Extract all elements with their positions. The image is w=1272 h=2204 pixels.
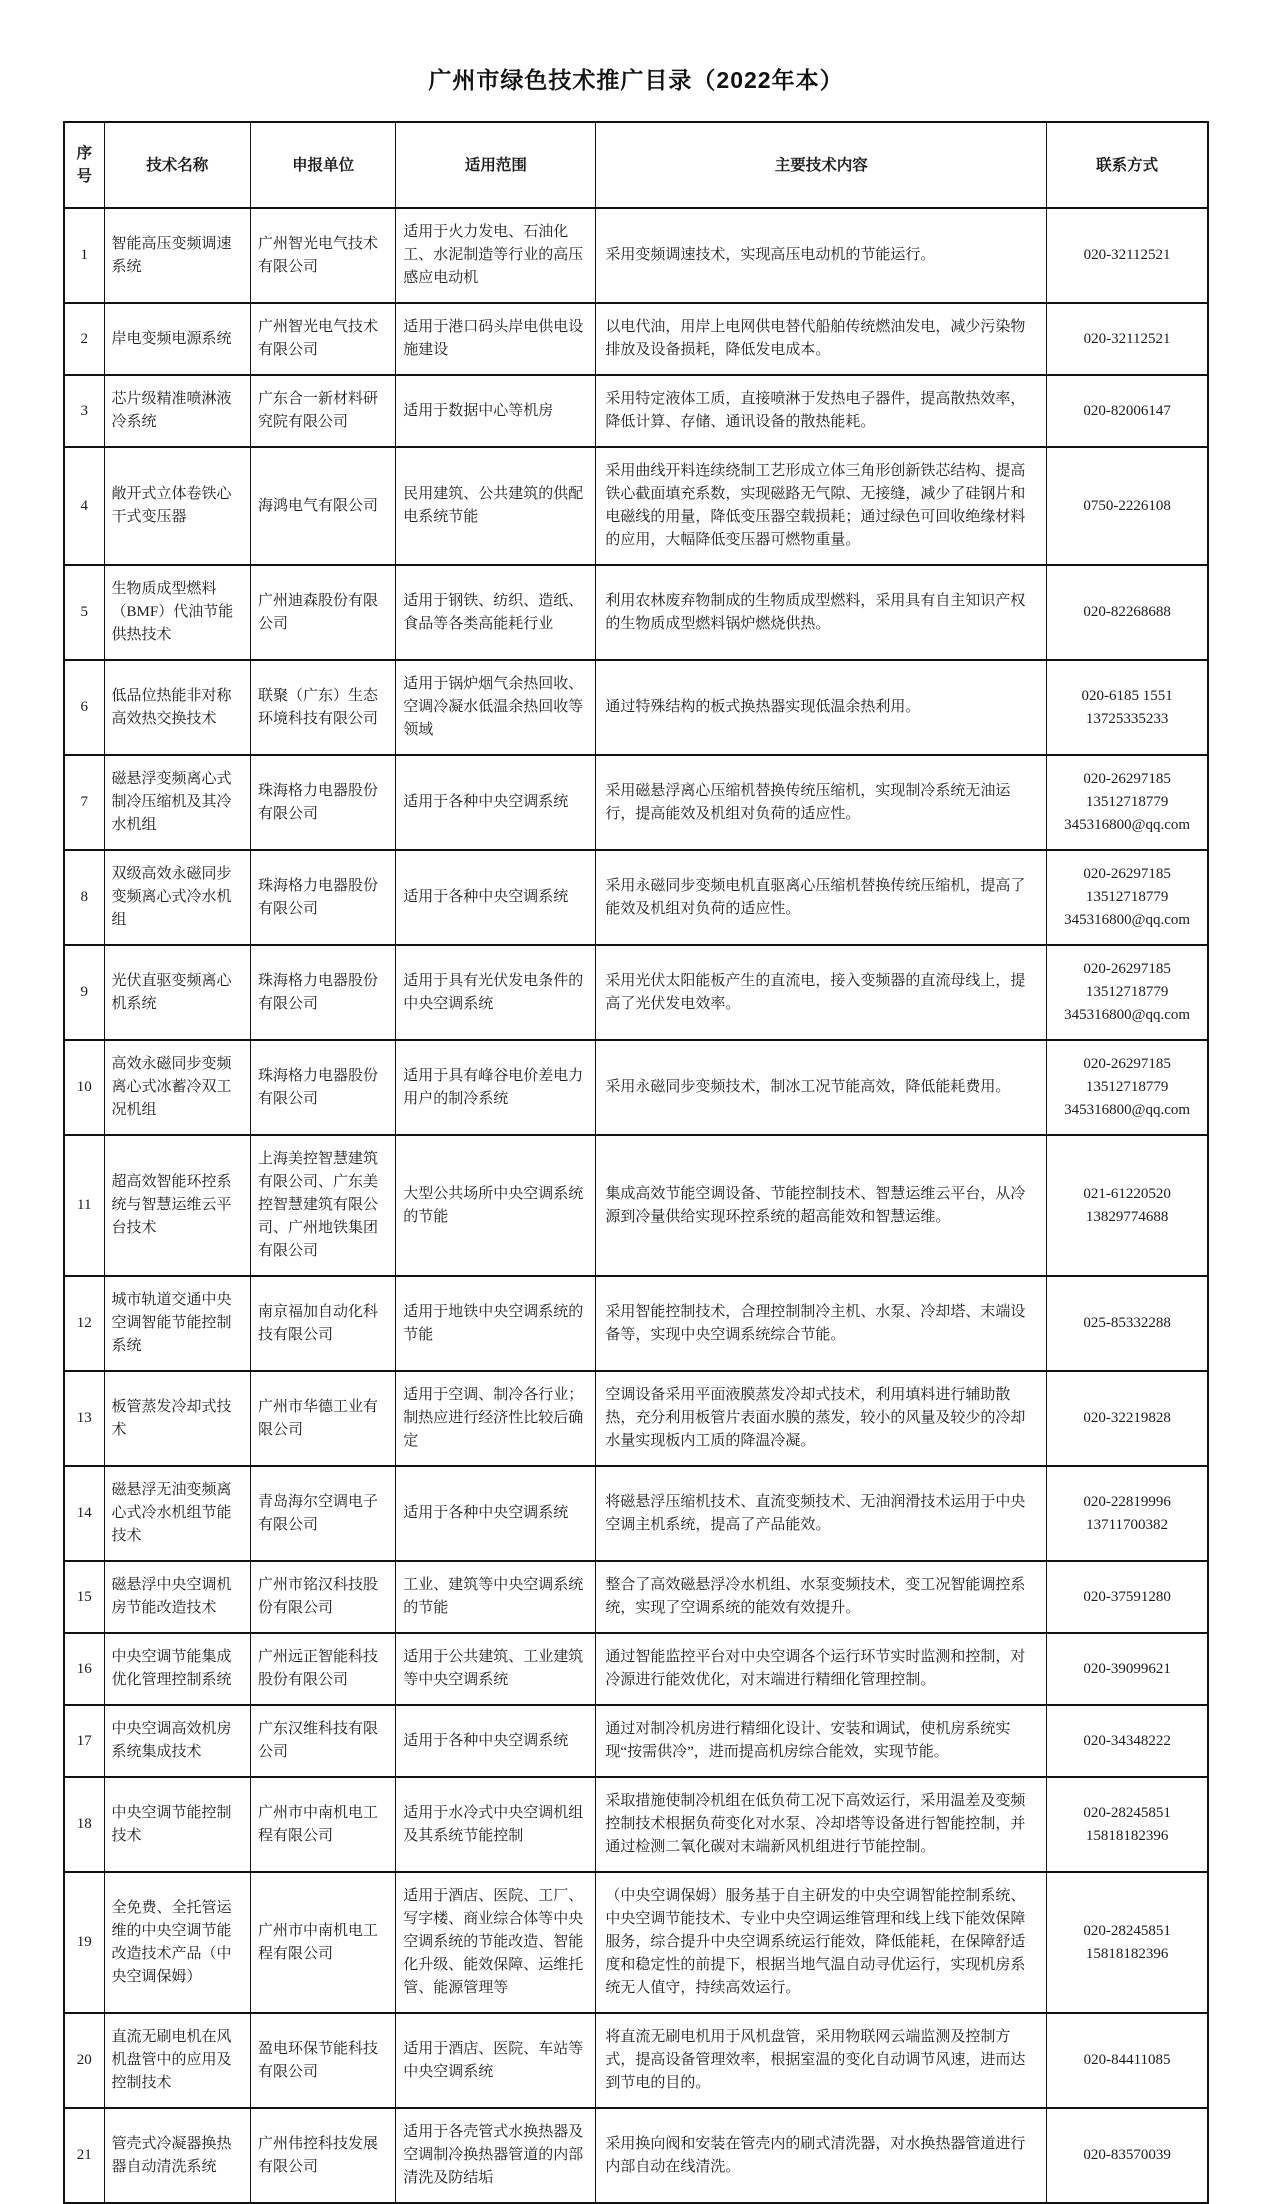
table-row [64, 660, 1208, 755]
table-row [64, 1371, 1208, 1466]
cell-serial-number: 17 [64, 1705, 104, 1777]
table-row [64, 1466, 1208, 1561]
cell-declaring-unit: 广州市华德工业有限公司 [250, 1371, 395, 1466]
cell-main-tech-content: 集成高效节能空调设备、节能控制技术、智慧运维云平台，从冷源到冷量供给实现环控系统的超高能效和智慧运维。 [596, 1135, 1047, 1276]
cell-contact-info: 020-39099621 [1047, 1633, 1208, 1705]
cell-main-tech-content: 采用换向阀和安装在管壳内的刷式清洗器，对水换热器管道进行内部自动在线清洗。 [596, 2108, 1047, 2203]
cell-main-tech-content: 通过对制冷机房进行精细化设计、安装和调试，使机房系统实现“按需供冷”，进而提高机房综合能效，实现节能。 [596, 1705, 1047, 1777]
cell-tech-name: 磁悬浮中央空调机房节能改造技术 [104, 1561, 250, 1633]
cell-declaring-unit: 广东汉维科技有限公司 [250, 1705, 395, 1777]
table-row [64, 447, 1208, 565]
cell-declaring-unit: 广州市中南机电工程有限公司 [250, 1872, 395, 2013]
cell-tech-name: 敞开式立体卷铁心干式变压器 [104, 447, 250, 565]
cell-applicable-scope: 大型公共场所中央空调系统的节能 [396, 1135, 596, 1276]
cell-tech-name: 岸电变频电源系统 [104, 303, 250, 375]
cell-declaring-unit: 青岛海尔空调电子有限公司 [250, 1466, 395, 1561]
cell-tech-name: 超高效智能环控系统与智慧运维云平台技术 [104, 1135, 250, 1276]
column-header-unit: 申报单位 [250, 122, 395, 208]
cell-applicable-scope: 适用于火力发电、石油化工、水泥制造等行业的高压感应电动机 [396, 208, 596, 303]
cell-serial-number: 21 [64, 2108, 104, 2203]
cell-serial-number: 6 [64, 660, 104, 755]
cell-contact-info: 020-82006147 [1047, 375, 1208, 447]
cell-declaring-unit: 珠海格力电器股份有限公司 [250, 945, 395, 1040]
cell-main-tech-content: 采取措施使制冷机组在低负荷工况下高效运行，采用温差及变频控制技术根据负荷变化对水泵、冷却塔等设备进行智能控制，并通过检测二氧化碳对末端新风机组进行节能控制。 [596, 1777, 1047, 1872]
cell-declaring-unit: 广东合一新材料研究院有限公司 [250, 375, 395, 447]
cell-tech-name: 中央空调高效机房系统集成技术 [104, 1705, 250, 1777]
cell-serial-number: 12 [64, 1276, 104, 1371]
cell-contact-info: 020-32112521 [1047, 208, 1208, 303]
cell-serial-number: 9 [64, 945, 104, 1040]
cell-main-tech-content: 采用磁悬浮离心压缩机替换传统压缩机，实现制冷系统无油运行，提高能效及机组对负荷的适应性。 [596, 755, 1047, 850]
cell-serial-number: 14 [64, 1466, 104, 1561]
cell-tech-name: 中央空调节能控制技术 [104, 1777, 250, 1872]
cell-tech-name: 磁悬浮变频离心式制冷压缩机及其冷水机组 [104, 755, 250, 850]
cell-contact-info: 0750-2226108 [1047, 447, 1208, 565]
cell-contact-info: 020-26297185 13512718779 345316800@qq.com [1047, 850, 1208, 945]
cell-serial-number: 16 [64, 1633, 104, 1705]
table-row [64, 2013, 1208, 2108]
cell-serial-number: 18 [64, 1777, 104, 1872]
cell-declaring-unit: 南京福加自动化科技有限公司 [250, 1276, 395, 1371]
column-header-contact: 联系方式 [1047, 122, 1208, 208]
cell-contact-info: 020-37591280 [1047, 1561, 1208, 1633]
cell-declaring-unit: 广州迪森股份有限公司 [250, 565, 395, 660]
table-row [64, 375, 1208, 447]
cell-declaring-unit: 广州智光电气技术有限公司 [250, 303, 395, 375]
table-row [64, 1276, 1208, 1371]
cell-main-tech-content: （中央空调保姆）服务基于自主研发的中央空调智能控制系统、中央空调节能技术、专业中央空调运维管理和线上线下能效保障服务，综合提升中央空调系统运行能效，降低能耗，在保障舒适度和稳定性的前提下，根据当地气温自动寻优运行，实现机房系统无人值守，持续高效运行。 [596, 1872, 1047, 2013]
cell-contact-info: 020-34348222 [1047, 1705, 1208, 1777]
table-header-row [64, 122, 1208, 208]
table-row [64, 303, 1208, 375]
cell-tech-name: 板管蒸发冷却式技术 [104, 1371, 250, 1466]
cell-applicable-scope: 工业、建筑等中央空调系统的节能 [396, 1561, 596, 1633]
cell-tech-name: 低品位热能非对称高效热交换技术 [104, 660, 250, 755]
cell-applicable-scope: 适用于各种中央空调系统 [396, 1466, 596, 1561]
cell-declaring-unit: 广州市铭汉科技股份有限公司 [250, 1561, 395, 1633]
cell-applicable-scope: 适用于数据中心等机房 [396, 375, 596, 447]
cell-tech-name: 中央空调节能集成优化管理控制系统 [104, 1633, 250, 1705]
cell-contact-info: 020-32112521 [1047, 303, 1208, 375]
column-header-content: 主要技术内容 [596, 122, 1047, 208]
cell-declaring-unit: 广州市中南机电工程有限公司 [250, 1777, 395, 1872]
cell-serial-number: 3 [64, 375, 104, 447]
cell-contact-info: 025-85332288 [1047, 1276, 1208, 1371]
cell-declaring-unit: 盈电环保节能科技有限公司 [250, 2013, 395, 2108]
cell-serial-number: 15 [64, 1561, 104, 1633]
cell-contact-info: 020-28245851 15818182396 [1047, 1872, 1208, 2013]
cell-contact-info: 020-82268688 [1047, 565, 1208, 660]
cell-serial-number: 1 [64, 208, 104, 303]
table-row [64, 1135, 1208, 1276]
cell-declaring-unit: 珠海格力电器股份有限公司 [250, 1040, 395, 1135]
cell-main-tech-content: 采用光伏太阳能板产生的直流电，接入变频器的直流母线上，提高了光伏发电效率。 [596, 945, 1047, 1040]
cell-serial-number: 20 [64, 2013, 104, 2108]
cell-tech-name: 城市轨道交通中央空调智能节能控制系统 [104, 1276, 250, 1371]
cell-declaring-unit: 珠海格力电器股份有限公司 [250, 755, 395, 850]
cell-declaring-unit: 海鸿电气有限公司 [250, 447, 395, 565]
cell-main-tech-content: 整合了高效磁悬浮冷水机组、水泵变频技术，变工况智能调控系统，实现了空调系统的能效有效提升。 [596, 1561, 1047, 1633]
cell-tech-name: 管壳式冷凝器换热器自动清洗系统 [104, 2108, 250, 2203]
table-row [64, 850, 1208, 945]
column-header-no: 序号 [64, 122, 104, 208]
column-header-tech-name: 技术名称 [104, 122, 250, 208]
cell-applicable-scope: 适用于空调、制冷各行业；制热应进行经济性比较后确定 [396, 1371, 596, 1466]
cell-applicable-scope: 适用于各种中央空调系统 [396, 755, 596, 850]
cell-serial-number: 8 [64, 850, 104, 945]
table-row [64, 565, 1208, 660]
cell-main-tech-content: 将直流无刷电机用于风机盘管，采用物联网云端监测及控制方式，提高设备管理效率，根据室温的变化自动调节风速，进而达到节电的目的。 [596, 2013, 1047, 2108]
cell-applicable-scope: 适用于港口码头岸电供电设施建设 [396, 303, 596, 375]
cell-contact-info: 020-32219828 [1047, 1371, 1208, 1466]
cell-declaring-unit: 联聚（广东）生态环境科技有限公司 [250, 660, 395, 755]
cell-main-tech-content: 以电代油，用岸上电网供电替代船舶传统燃油发电，减少污染物排放及设备损耗，降低发电成本。 [596, 303, 1047, 375]
cell-declaring-unit: 广州智光电气技术有限公司 [250, 208, 395, 303]
cell-tech-name: 磁悬浮无油变频离心式冷水机组节能技术 [104, 1466, 250, 1561]
cell-contact-info: 020-83570039 [1047, 2108, 1208, 2203]
cell-declaring-unit: 珠海格力电器股份有限公司 [250, 850, 395, 945]
cell-main-tech-content: 采用曲线开料连续绕制工艺形成立体三角形创新铁芯结构、提高铁心截面填充系数，实现磁路无气隙、无接缝，减少了硅钢片和电磁线的用量，降低变压器空载损耗；通过绿色可回收绝缘材料的应用，大幅降低变压器可燃物重量。 [596, 447, 1047, 565]
cell-serial-number: 2 [64, 303, 104, 375]
cell-tech-name: 光伏直驱变频离心机系统 [104, 945, 250, 1040]
cell-applicable-scope: 适用于地铁中央空调系统的节能 [396, 1276, 596, 1371]
cell-declaring-unit: 广州伟控科技发展有限公司 [250, 2108, 395, 2203]
cell-tech-name: 芯片级精准喷淋液冷系统 [104, 375, 250, 447]
cell-tech-name: 高效永磁同步变频离心式冰蓄冷双工况机组 [104, 1040, 250, 1135]
cell-serial-number: 10 [64, 1040, 104, 1135]
cell-contact-info: 020-26297185 13512718779 345316800@qq.com [1047, 755, 1208, 850]
cell-applicable-scope: 适用于各壳管式水换热器及空调制冷换热器管道的内部清洗及防结垢 [396, 2108, 596, 2203]
cell-contact-info: 020-22819996 13711700382 [1047, 1466, 1208, 1561]
cell-applicable-scope: 适用于各种中央空调系统 [396, 1705, 596, 1777]
cell-tech-name: 直流无刷电机在风机盘管中的应用及控制技术 [104, 2013, 250, 2108]
cell-tech-name: 全免费、全托管运维的中央空调节能改造技术产品（中央空调保姆） [104, 1872, 250, 2013]
cell-main-tech-content: 通过智能监控平台对中央空调各个运行环节实时监测和控制，对冷源进行能效优化，对末端进行精细化管理控制。 [596, 1633, 1047, 1705]
table-row [64, 2108, 1208, 2203]
cell-declaring-unit: 上海美控智慧建筑有限公司、广东美控智慧建筑有限公司、广州地铁集团有限公司 [250, 1135, 395, 1276]
table-row [64, 1777, 1208, 1872]
cell-serial-number: 5 [64, 565, 104, 660]
table-row [64, 1705, 1208, 1777]
cell-serial-number: 13 [64, 1371, 104, 1466]
cell-main-tech-content: 采用永磁同步变频技术，制冰工况节能高效，降低能耗费用。 [596, 1040, 1047, 1135]
cell-main-tech-content: 利用农林废弃物制成的生物质成型燃料，采用具有自主知识产权的生物质成型燃料锅炉燃烧供热。 [596, 565, 1047, 660]
table-row [64, 755, 1208, 850]
cell-applicable-scope: 适用于酒店、医院、车站等中央空调系统 [396, 2013, 596, 2108]
cell-contact-info: 020-84411085 [1047, 2013, 1208, 2108]
cell-serial-number: 11 [64, 1135, 104, 1276]
cell-contact-info: 020-6185 1551 13725335233 [1047, 660, 1208, 755]
cell-applicable-scope: 适用于锅炉烟气余热回收、空调冷凝水低温余热回收等领域 [396, 660, 596, 755]
cell-contact-info: 020-26297185 13512718779 345316800@qq.com [1047, 1040, 1208, 1135]
cell-applicable-scope: 适用于具有光伏发电条件的中央空调系统 [396, 945, 596, 1040]
cell-main-tech-content: 将磁悬浮压缩机技术、直流变频技术、无油润滑技术运用于中央空调主机系统，提高了产品能效。 [596, 1466, 1047, 1561]
table-row [64, 1040, 1208, 1135]
cell-main-tech-content: 通过特殊结构的板式换热器实现低温余热利用。 [596, 660, 1047, 755]
table-row [64, 945, 1208, 1040]
cell-applicable-scope: 适用于具有峰谷电价差电力用户的制冷系统 [396, 1040, 596, 1135]
cell-applicable-scope: 适用于公共建筑、工业建筑等中央空调系统 [396, 1633, 596, 1705]
table-row [64, 1561, 1208, 1633]
cell-serial-number: 19 [64, 1872, 104, 2013]
cell-main-tech-content: 采用特定液体工质，直接喷淋于发热电子器件，提高散热效率，降低计算、存储、通讯设备的散热能耗。 [596, 375, 1047, 447]
cell-tech-name: 智能高压变频调速系统 [104, 208, 250, 303]
table-row [64, 1872, 1208, 2013]
catalog-table [63, 121, 1209, 2204]
cell-declaring-unit: 广州远正智能科技股份有限公司 [250, 1633, 395, 1705]
cell-applicable-scope: 适用于钢铁、纺织、造纸、食品等各类高能耗行业 [396, 565, 596, 660]
cell-tech-name: 双级高效永磁同步变频离心式冷水机组 [104, 850, 250, 945]
cell-main-tech-content: 空调设备采用平面液膜蒸发冷却式技术，利用填料进行辅助散热，充分利用板管片表面水膜的蒸发，较小的风量及较少的冷却水量实现板内工质的降温冷凝。 [596, 1371, 1047, 1466]
cell-main-tech-content: 采用变频调速技术，实现高压电动机的节能运行。 [596, 208, 1047, 303]
table-body [64, 208, 1208, 2203]
cell-contact-info: 020-28245851 15818182396 [1047, 1777, 1208, 1872]
table-row [64, 208, 1208, 303]
cell-applicable-scope: 适用于各种中央空调系统 [396, 850, 596, 945]
cell-main-tech-content: 采用智能控制技术，合理控制制冷主机、水泵、冷却塔、末端设备等，实现中央空调系统综合节能。 [596, 1276, 1047, 1371]
cell-contact-info: 021-61220520 13829774688 [1047, 1135, 1208, 1276]
cell-applicable-scope: 适用于水冷式中央空调机组及其系统节能控制 [396, 1777, 596, 1872]
cell-main-tech-content: 采用永磁同步变频电机直驱离心压缩机替换传统压缩机，提高了能效及机组对负荷的适应性。 [596, 850, 1047, 945]
cell-contact-info: 020-26297185 13512718779 345316800@qq.com [1047, 945, 1208, 1040]
cell-tech-name: 生物质成型燃料（BMF）代油节能供热技术 [104, 565, 250, 660]
page-title: 广州市绿色技术推广目录（2022年本） [428, 67, 844, 93]
cell-applicable-scope: 民用建筑、公共建筑的供配电系统节能 [396, 447, 596, 565]
cell-applicable-scope: 适用于酒店、医院、工厂、写字楼、商业综合体等中央空调系统的节能改造、智能化升级、能效保障、运维托管、能源管理等 [396, 1872, 596, 2013]
cell-serial-number: 4 [64, 447, 104, 565]
column-header-scope: 适用范围 [396, 122, 596, 208]
cell-serial-number: 7 [64, 755, 104, 850]
table-row [64, 1633, 1208, 1705]
